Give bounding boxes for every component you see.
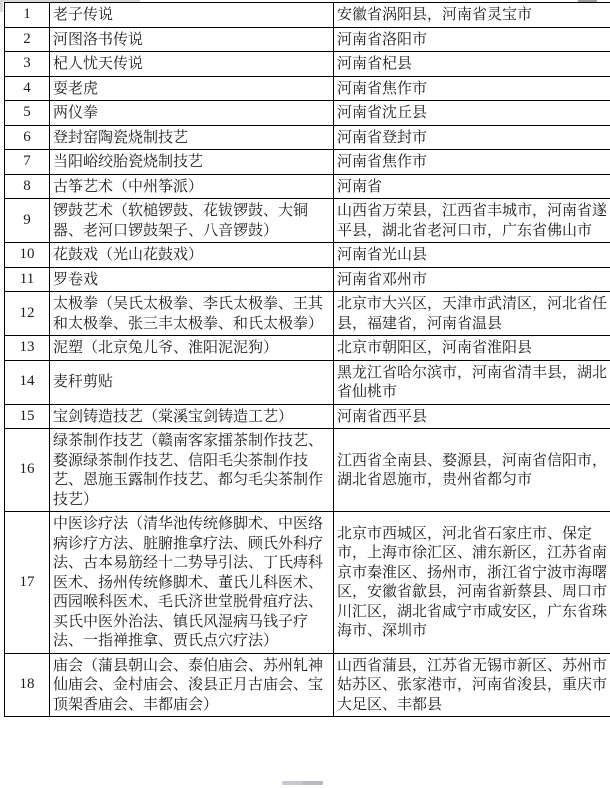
item-name: 锣鼓艺术（软槌锣鼓、花钹锣鼓、大铜器、老河口锣鼓架子、八音锣鼓） [50,199,334,243]
row-number: 3 [5,52,50,77]
row-number: 13 [5,336,50,361]
item-name: 宝剑铸造技艺（棠溪宝剑铸造工艺） [50,404,334,429]
table-row [5,429,610,512]
item-name: 中医诊疗法（清华池传统修脚术、中医络病诊疗方法、脏腑推拿疗法、顾氏外科疗法、古本易筋经十二势导引法、丁氏痔科医术、扬州传统修脚术、董氏儿科医术、西园喉科医术、毛氏济世堂脱骨疽疗法、买氏中医外治法、镇氏风湿病马钱子疗法、一指禅推拿、贾氏点穴疗法） [50,512,334,654]
item-name: 罗卷戏 [50,267,334,292]
item-name: 老子传说 [50,3,334,28]
table-row [5,27,610,52]
table-row [5,199,610,243]
item-locations: 山西省蒲县，江苏省无锡市新区、苏州市姑苏区、张家港市，河南省浚县，重庆市大足区、丰都县 [334,653,610,717]
item-locations: 河南省焦作市 [334,76,610,101]
item-locations: 河南省西平县 [334,404,610,429]
table-row [5,653,610,717]
row-number: 1 [5,3,50,28]
item-locations: 黑龙江省哈尔滨市，河南省清丰县，湖北省仙桃市 [334,360,610,404]
table-row [5,174,610,199]
table-row [5,3,610,28]
table-row [5,336,610,361]
row-number: 15 [5,404,50,429]
row-number: 6 [5,125,50,150]
table-row [5,512,610,654]
item-locations: 河南省邓州市 [334,267,610,292]
item-name: 登封窑陶瓷烧制技艺 [50,125,334,150]
item-locations: 河南省登封市 [334,125,610,150]
item-locations: 安徽省涡阳县，河南省灵宝市 [334,3,610,28]
item-locations: 河南省沈丘县 [334,101,610,126]
table-row [5,267,610,292]
item-locations: 北京市朝阳区，河南省淮阳县 [334,336,610,361]
item-name: 两仪拳 [50,101,334,126]
item-name: 花鼓戏（光山花鼓戏） [50,243,334,268]
table-row [5,150,610,175]
row-number: 10 [5,243,50,268]
table-row [5,52,610,77]
item-name: 当阳峪绞胎瓷烧制技艺 [50,150,334,175]
item-locations: 山西省万荣县，江西省丰城市，河南省遂平县，湖北省老河口市，广东省佛山市 [334,199,610,243]
item-locations: 河南省杞县 [334,52,610,77]
item-name: 耍老虎 [50,76,334,101]
item-locations: 河南省 [334,174,610,199]
row-number: 18 [5,653,50,717]
row-number: 17 [5,512,50,654]
row-number: 4 [5,76,50,101]
row-number: 8 [5,174,50,199]
table-row [5,292,610,336]
left-corner-strip [0,0,3,12]
item-locations: 北京市西城区，河北省石家庄市、保定市，上海市徐汇区、浦东新区，江苏省南京市秦淮区、扬州市，浙江省宁波市海曙区，安徽省歙县，河南省新蔡县、周口市川汇区，湖北省咸宁市咸安区，广东省珠海市、深圳市 [334,512,610,654]
item-locations: 北京市大兴区，天津市武清区，河北省任县，福建省，河南省温县 [334,292,610,336]
item-name: 庙会（蒲县朝山会、泰伯庙会、苏州轧神仙庙会、金村庙会、浚县正月古庙会、宝顶架香庙会、丰都庙会） [50,653,334,717]
heritage-table [4,2,610,717]
table-row [5,101,610,126]
item-name: 太极拳（吴氏太极拳、李氏太极拳、王其和太极拳、张三丰太极拳、和氏太极拳） [50,292,334,336]
row-number: 11 [5,267,50,292]
row-number: 12 [5,292,50,336]
row-number: 9 [5,199,50,243]
item-locations: 河南省焦作市 [334,150,610,175]
table-row [5,76,610,101]
row-number: 16 [5,429,50,512]
item-name: 泥塑（北京兔儿爷、淮阳泥泥狗） [50,336,334,361]
table-row [5,404,610,429]
item-name: 古筝艺术（中州筝派） [50,174,334,199]
item-name: 河图洛书传说 [50,27,334,52]
item-name: 绿茶制作技艺（赣南客家擂茶制作技艺、婺源绿茶制作技艺、信阳毛尖茶制作技艺、恩施玉露制作技艺、都匀毛尖茶制作技艺） [50,429,334,512]
item-name: 杞人忧天传说 [50,52,334,77]
table-row [5,243,610,268]
horizontal-scrollbar-thumb[interactable] [282,781,323,785]
item-locations: 河南省光山县 [334,243,610,268]
item-locations: 江西省全南县、婺源县，河南省信阳市，湖北省恩施市，贵州省都匀市 [334,429,610,512]
item-name: 麦秆剪贴 [50,360,334,404]
table-row [5,125,610,150]
table-row [5,360,610,404]
row-number: 2 [5,27,50,52]
row-number: 5 [5,101,50,126]
heritage-table-body [5,3,610,717]
row-number: 14 [5,360,50,404]
row-number: 7 [5,150,50,175]
item-locations: 河南省洛阳市 [334,27,610,52]
